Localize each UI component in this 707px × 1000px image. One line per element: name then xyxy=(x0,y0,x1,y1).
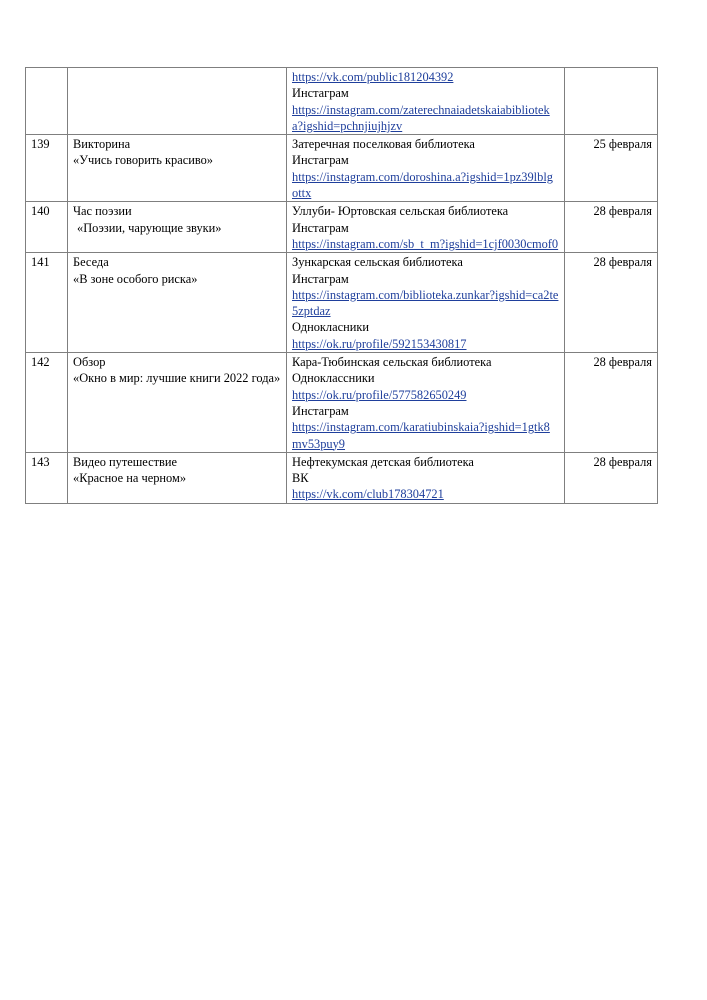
event-link[interactable]: https://instagram.com/zaterechnaiadetskaiabiblioteka?igshid=pchnjiujhjzv xyxy=(292,102,550,133)
event-place-cell xyxy=(287,135,565,202)
event-name: «Окно в мир: лучшие книги 2022 года» xyxy=(73,371,281,386)
place-text: Кара-Тюбинская сельская библиотека xyxy=(292,355,492,370)
event-title-cell xyxy=(68,353,287,453)
event-title-cell xyxy=(68,68,287,135)
event-title-cell xyxy=(68,253,287,353)
event-type: Видео путешествие xyxy=(73,454,177,469)
row-number: 139 xyxy=(26,135,68,202)
row-number: 140 xyxy=(26,202,68,253)
events-table xyxy=(25,67,658,504)
event-name: «Поэзии, чарующие звуки» xyxy=(77,220,222,235)
table-row xyxy=(26,253,658,353)
place-text: Уллуби- Юртовская сельская библиотека xyxy=(292,204,509,219)
row-number: 141 xyxy=(26,253,68,353)
place-text: Инстаграм xyxy=(292,86,349,101)
event-type: Беседа xyxy=(73,255,109,270)
event-link[interactable]: https://instagram.com/biblioteka.zunkar?igshid=ca2te5zptdaz xyxy=(292,287,559,319)
event-title-cell xyxy=(68,452,287,503)
row-number: 143 xyxy=(26,452,68,503)
event-link[interactable]: https://vk.com/public181204392 xyxy=(292,70,454,84)
event-date: 28 февраля xyxy=(565,353,658,453)
place-text: Нефтекумская детская библиотека xyxy=(292,454,474,469)
event-place-cell xyxy=(287,452,565,503)
table-row xyxy=(26,202,658,253)
event-place-cell xyxy=(287,353,565,453)
event-date xyxy=(565,68,658,135)
table-row xyxy=(26,68,658,135)
event-link[interactable]: https://instagram.com/sb_t_m?igshid=1cjf0030cmof0 xyxy=(292,236,559,251)
place-text: Зункарская сельская библиотека xyxy=(292,255,463,270)
place-text: Инстаграм xyxy=(292,153,349,168)
place-text: Однокласники xyxy=(292,320,370,335)
table-row xyxy=(26,353,658,453)
event-name: «Учись говорить красиво» xyxy=(73,153,213,168)
event-name: «Красное на черном» xyxy=(73,471,187,486)
place-text: Инстаграм xyxy=(292,403,349,418)
row-number xyxy=(26,68,68,135)
event-link[interactable]: https://instagram.com/doroshina.a?igshid=1pz39lblgottx xyxy=(292,169,553,201)
event-date: 28 февраля xyxy=(565,202,658,253)
table-row xyxy=(26,452,658,503)
event-place-cell xyxy=(287,202,565,253)
event-type: Обзор xyxy=(73,355,106,370)
place-text: Затеречная поселковая библиотека xyxy=(292,137,475,152)
table-row xyxy=(26,135,658,202)
place-text: Одноклассники xyxy=(292,371,375,386)
event-date: 28 февраля xyxy=(565,452,658,503)
event-place-cell xyxy=(287,253,565,353)
event-date: 28 февраля xyxy=(565,253,658,353)
event-place-cell xyxy=(287,68,565,135)
place-text: Инстаграм xyxy=(292,271,349,286)
event-type: Викторина xyxy=(73,137,131,152)
row-number: 142 xyxy=(26,353,68,453)
events-table-body xyxy=(26,68,658,504)
place-text: ВК xyxy=(292,471,309,486)
event-type: Час поэзии xyxy=(73,204,132,219)
event-link[interactable]: https://ok.ru/profile/592153430817 xyxy=(292,336,467,351)
event-title-cell xyxy=(68,135,287,202)
event-link[interactable]: https://instagram.com/karatiubinskaia?igshid=1gtk8mv53puy9 xyxy=(292,420,550,451)
event-name: «В зоне особого риска» xyxy=(73,271,198,286)
event-title-cell xyxy=(68,202,287,253)
event-link[interactable]: https://ok.ru/profile/577582650249 xyxy=(292,387,467,402)
event-link[interactable]: https://vk.com/club178304721 xyxy=(292,487,444,502)
event-date: 25 февраля xyxy=(565,135,658,202)
place-text: Инстаграм xyxy=(292,220,349,235)
